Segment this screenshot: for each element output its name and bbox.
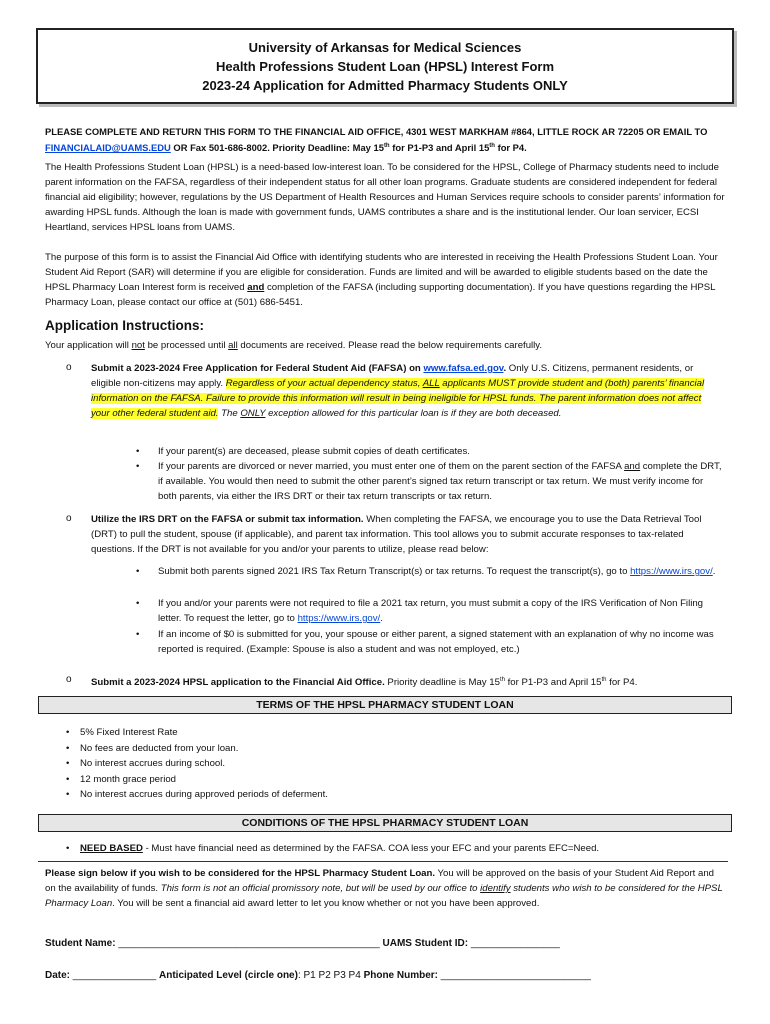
bullet-period: . bbox=[380, 613, 383, 624]
terms-header-bar: TERMS OF THE HPSL PHARMACY STUDENT LOAN bbox=[38, 696, 732, 714]
purpose-text-2: completion of the FAFSA (including supporting documentation). If you have questions regarding the HPSL Pharmacy Loan, please contact our office at (501) 686-5451. bbox=[45, 282, 716, 308]
bullet-icon: • bbox=[136, 566, 140, 577]
signature-italic: This form is not an official promissory note, but will be used by our office to bbox=[160, 883, 481, 894]
bullet-icon: • bbox=[136, 461, 140, 472]
step-3-marker: o bbox=[66, 674, 72, 685]
deadline-text: OR Fax 501-686-8002. Priority Deadline: May 15 bbox=[170, 142, 384, 154]
irs-link-2[interactable]: https://www.irs.gov/ bbox=[297, 613, 381, 624]
form-subtitle: 2023-24 Application for Admitted Pharmacy Students ONLY bbox=[202, 78, 568, 93]
phone-number-label: Phone Number: bbox=[363, 970, 439, 981]
list-item bbox=[66, 725, 328, 741]
step-1-period: . bbox=[503, 363, 507, 374]
bullet-icon: • bbox=[136, 446, 140, 457]
purpose-and: and bbox=[247, 282, 265, 293]
purpose-text: The purpose of this form is to assist the Financial Aid Office with identifying students who are interested in receiving the Health Professions Student Loan. Your Student Aid Report (SAR) will determine if you are eligible for consideration. Funds are limited and will be awarded to eligible students based on the date the HPSL Pharmacy Loan Interest form is received bbox=[45, 252, 718, 293]
step-2-marker: o bbox=[66, 513, 72, 524]
lead-not: not bbox=[131, 340, 145, 351]
step-3-heading: Submit a 2023-2024 HPSL application to the Financial Aid Office. bbox=[91, 677, 385, 689]
step-1-heading: Submit a 2023-2024 Free Application for Federal Student Aid (FAFSA) on bbox=[91, 363, 424, 374]
step-2-plain: When completing the FAFSA, we encourage you to use the Data Retrieval Tool (DRT) to pull the student, spouse (if applicable), and parent tax information. This tool allows you to submit accurate responses to tax-related questions. If the DRT is not available for you and/or your parents to utilize, please read below: bbox=[91, 514, 702, 555]
form-title-box bbox=[36, 28, 734, 104]
bullet-icon: • bbox=[66, 789, 70, 800]
lead-text: Your application will bbox=[45, 340, 132, 351]
step-1-text bbox=[91, 361, 711, 421]
intro-paragraph: The Health Professions Student Loan (HPSL) is a need-based low-interest loan. To be considered for the HPSL, College of Pharmacy students need to include parent information on the FAFSA, regardless of their independent status for all other loan programs. Graduate students are considered independent for federal financial aid eligibility; however, regulations by the US Department of Health Resources and Human Services require schools to consider parents’ information for awarding HPSL funds. Although the loan is made with government funds, UAMS contributes a share and is the institutional lender. Our loan servicer, ECSI Heartland, services HPSL loans from UAMS. bbox=[45, 162, 725, 233]
date-field[interactable]: _______________ bbox=[72, 970, 157, 981]
step-1-bullet-2 bbox=[136, 459, 724, 504]
bullet-icon: • bbox=[136, 598, 140, 609]
date-label: Date: bbox=[45, 970, 71, 981]
bullet-icon: • bbox=[66, 727, 70, 738]
uams-id-field[interactable]: ________________ bbox=[470, 938, 560, 949]
need-based-text: - Must have financial need as determined by the FAFSA. COA less your EFC and your parents EFC=Need. bbox=[142, 843, 600, 854]
anticipated-level-options[interactable]: : P1 P2 P3 P4 bbox=[297, 970, 361, 981]
step-3-plain-3: for P4. bbox=[606, 677, 638, 689]
step-3-plain: Priority deadline is May 15 bbox=[384, 677, 500, 689]
need-based-label: NEED BASED bbox=[80, 843, 143, 854]
bullet-and: and bbox=[624, 461, 641, 472]
signature-text-2: . You will be sent a financial aid award letter to let you know whether or not you have been approved. bbox=[112, 898, 540, 909]
step-3-text bbox=[91, 673, 711, 690]
form-name: Health Professions Student Loan (HPSL) Interest Form bbox=[215, 59, 555, 74]
step-1-only: ONLY bbox=[240, 408, 266, 419]
student-name-field[interactable]: _______________________________________________ bbox=[118, 938, 380, 949]
signature-identify: identify bbox=[480, 883, 511, 894]
step-1-highlight: Regardless of your actual dependency status, bbox=[225, 378, 423, 389]
bullet-icon: • bbox=[66, 773, 70, 785]
irs-link[interactable]: https://www.irs.gov/ bbox=[630, 566, 713, 577]
instructions-heading: Application Instructions: bbox=[45, 318, 205, 333]
bullet-icon: • bbox=[136, 629, 140, 640]
step-1-plain: Only U.S. Citizens, permanent residents, or eligible non-citizens may apply. bbox=[91, 363, 694, 389]
list-item bbox=[66, 787, 328, 803]
step-1-highlight-2: applicants MUST provide student and (both) parents’ financial information on the FAFSA. Failure to provide this information will result in being ineligible for HPSL funds. The parent information does not affect your other federal student aid. bbox=[91, 378, 705, 419]
step-3-plain-2: for P1-P3 and April 15 bbox=[504, 677, 602, 689]
deadline-text-3: for P4. bbox=[494, 142, 527, 154]
step-1-bullet-1 bbox=[136, 444, 724, 459]
list-item bbox=[66, 741, 328, 757]
bullet-text: If an income of $0 is submitted for you, your spouse or either parent, a signed statement with an explanation of why no income was reported is required. (Example: Spouse is also a student and was not employed, etc.) bbox=[158, 629, 714, 655]
step-1-marker: o bbox=[66, 362, 72, 373]
bullet-text: Submit both parents signed 2021 IRS Tax Return Transcript(s) or tax returns. To request the transcript(s), go to bbox=[158, 566, 631, 577]
divider-line bbox=[38, 861, 728, 862]
lead-text-3: documents are received. Please read the below requirements carefully. bbox=[237, 340, 543, 351]
return-notice bbox=[45, 124, 727, 155]
superscript-th: th bbox=[489, 143, 495, 149]
lead-text-2: be processed until bbox=[144, 340, 229, 351]
list-item bbox=[66, 772, 328, 788]
list-item bbox=[66, 756, 328, 772]
deadline-text-2: for P1-P3 and April 15 bbox=[389, 142, 490, 154]
date-level-phone-row bbox=[45, 968, 727, 983]
bullet-icon: • bbox=[66, 742, 70, 754]
signature-lead: Please sign below if you wish to be considered for the HPSL Pharmacy Student Loan. bbox=[45, 868, 436, 879]
bullet-icon: • bbox=[66, 758, 70, 769]
student-name-label: Student Name: bbox=[45, 938, 116, 949]
terms-list bbox=[66, 725, 328, 803]
bullet-period: . bbox=[712, 566, 716, 577]
signature-paragraph bbox=[45, 866, 727, 911]
step-1-tail-2: exception allowed for this particular loan is if they are both deceased. bbox=[265, 408, 562, 419]
bullet-text-2: complete the DRT, if available. You would then need to submit the other parent’s signed tax return transcript or tax return. We must verify income for both parents, via either the IRS DRT or their tax return transcripts or tax return. bbox=[158, 461, 722, 502]
term-text: No interest accrues during approved periods of deferment. bbox=[80, 789, 328, 800]
bullet-text: If your parent(s) are deceased, please submit copies of death certificates. bbox=[158, 446, 470, 457]
term-text: 5% Fixed Interest Rate bbox=[80, 727, 178, 738]
term-text: No interest accrues during school. bbox=[80, 758, 226, 769]
student-name-row bbox=[45, 936, 727, 951]
list-item bbox=[66, 841, 599, 857]
superscript-th: th bbox=[601, 677, 607, 683]
term-text: No fees are deducted from your loan. bbox=[80, 742, 239, 754]
bullet-text: If your parents are divorced or never married, you must enter one of them on the parent section of the FAFSA bbox=[158, 461, 625, 472]
step-1-tail: The bbox=[218, 408, 241, 419]
signature-text: You will be approved on the basis of your Student Aid Report and on the availability of funds. bbox=[45, 868, 714, 894]
instructions-lead bbox=[45, 338, 727, 353]
signature-italic-2: students who wish to be considered for the HPSL Pharmacy Loan bbox=[45, 883, 723, 909]
financial-aid-email-link[interactable]: FINANCIALAID@UAMS.EDU bbox=[45, 142, 171, 154]
uams-id-label: UAMS Student ID: bbox=[382, 938, 469, 949]
step-2-bullet-1 bbox=[136, 564, 724, 579]
step-2-bullet-3 bbox=[136, 627, 724, 657]
anticipated-level-label: Anticipated Level (circle one) bbox=[159, 970, 298, 981]
conditions-header-bar: CONDITIONS OF THE HPSL PHARMACY STUDENT LOAN bbox=[38, 814, 732, 832]
phone-number-field[interactable]: ___________________________ bbox=[440, 970, 591, 981]
return-notice-text: PLEASE COMPLETE AND RETURN THIS FORM TO THE FINANCIAL AID OFFICE, 4301 WEST MARKHAM #864, LITTLE ROCK AR 72205 OR EMAIL TO bbox=[45, 126, 708, 137]
bullet-icon: • bbox=[66, 843, 70, 854]
superscript-th: th bbox=[499, 677, 505, 683]
fafsa-link[interactable]: www.fafsa.ed.gov bbox=[423, 363, 504, 374]
term-text: 12 month grace period bbox=[80, 773, 176, 785]
superscript-th: th bbox=[383, 143, 390, 149]
step-2-text bbox=[91, 512, 711, 557]
conditions-list bbox=[66, 841, 599, 857]
step-2-bullet-2 bbox=[136, 596, 724, 626]
bullet-text: If you and/or your parents were not required to file a 2021 tax return, you must submit a copy of the IRS Verification of Non Filing letter. To request the letter, go to bbox=[158, 598, 703, 624]
step-2-heading: Utilize the IRS DRT on the FAFSA or submit tax information. bbox=[91, 514, 364, 525]
lead-all: all bbox=[228, 340, 238, 351]
institution-name: University of Arkansas for Medical Sciences bbox=[248, 40, 522, 55]
step-1-highlight-all: ALL bbox=[422, 378, 440, 389]
purpose-paragraph bbox=[45, 250, 727, 310]
